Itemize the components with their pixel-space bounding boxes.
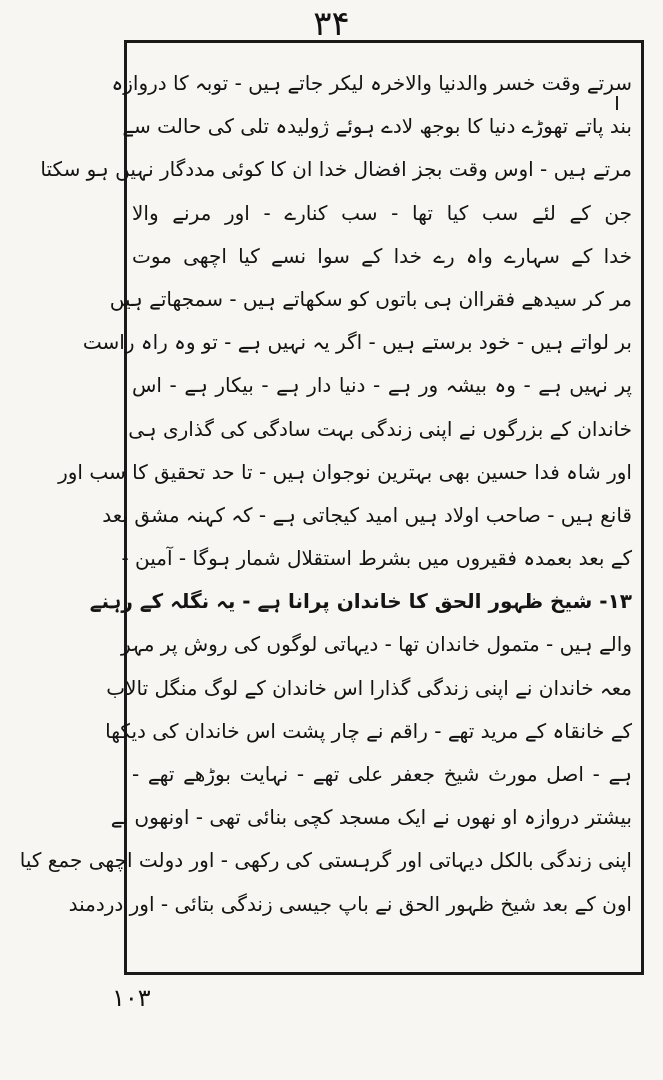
text-line-8: پر نہیں ہے - وہ بیشہ ور ہے - دنیا دار ہے - بیکار ہے - اس xyxy=(132,373,632,398)
section-heading-line: ۱۳- شیخ ظہور الحق کا خاندان پرانا ہے - یہ نگلہ کے رہنے xyxy=(89,589,632,614)
text-line-20: اون کے بعد شیخ ظہور الحق نے باپ جیسی زندگی بتائی - اور دردمند xyxy=(68,891,632,916)
text-line-5: خدا کے سہارے واہ رے خدا کے سوا نسے کیا اچھی موت xyxy=(132,243,632,268)
text-line-1: سرتے وقت خسر والدنیا والاخرہ لیکر جاتے ہیں - توبہ کا دروازہ xyxy=(111,71,632,95)
text-line-19: اپنی زندگی بالکل دیہاتی اور گرہستی کی رکھی - اور دولت اچھی جمع کیا xyxy=(19,848,632,873)
text-line-17: ہے - اصل مورث شیخ جعفر علی تھے - نہایت بوڑھے تھے - xyxy=(132,762,632,786)
urdu-text-body xyxy=(19,62,632,926)
text-line-4: جن کے لئے سب کیا تھا - سب کنارے - اور مرنے والا xyxy=(132,200,632,225)
text-line-15: معہ خاندان نے اپنی زندگی گذارا اس خاندان کے لوگ منگل تالاب xyxy=(106,675,632,700)
text-line-6: مر کر سیدھے فقراان ہی باتوں کو سکھاتے ہیں - سمجھاتے ہیں xyxy=(109,286,632,311)
text-line-9: خاندان کے بزرگوں نے اپنی زندگی بہت سادگی کی گذاری ہی xyxy=(128,416,632,441)
text-line-11: قانع ہیں - صاحب اولاد ہیں امید کیجاتی ہے - کہ کہنہ مشق بعد xyxy=(102,502,632,527)
page-number-bottom: ۱۰۳ xyxy=(112,984,151,1012)
text-line-16: کے خانقاہ کے مرید تھے - راقم نے چار پشت اس خاندان کی دیکھا xyxy=(105,718,632,743)
text-line-10: اور شاہ فدا حسین بھی بہترین نوجوان ہیں - تا حد تحقیق کا سب اور xyxy=(58,459,632,484)
text-line-18: بیشتر دروازہ او نھوں نے ایک مسجد کچی بنائی تھی - اونھوں نے xyxy=(110,805,632,830)
text-line-7: بر لواتے ہیں - خود برستے ہیں - اگر یہ نہیں ہے - تو وہ راہ راست xyxy=(82,330,632,355)
text-line-12: کے بعد بعمدہ فقیروں میں بشرط استقلال شمار ہوگا - آمین - xyxy=(121,546,632,571)
text-line-14: والے ہیں - متمول خاندان تھا - دیہاتی لوگوں کی روش پر مہر xyxy=(120,632,632,657)
text-line-3: مرتے ہیں - اوس وقت بجز افضال خدا ان کا کوئی مددگار نہیں ہو سکتا xyxy=(40,157,632,182)
page-number-top: ۳۴ xyxy=(313,4,350,44)
text-line-2: بند پاتے تھوڑے دنیا کا بوجھ لادے ہوئے ژولیدہ تلی کی حالت سے xyxy=(122,114,632,139)
